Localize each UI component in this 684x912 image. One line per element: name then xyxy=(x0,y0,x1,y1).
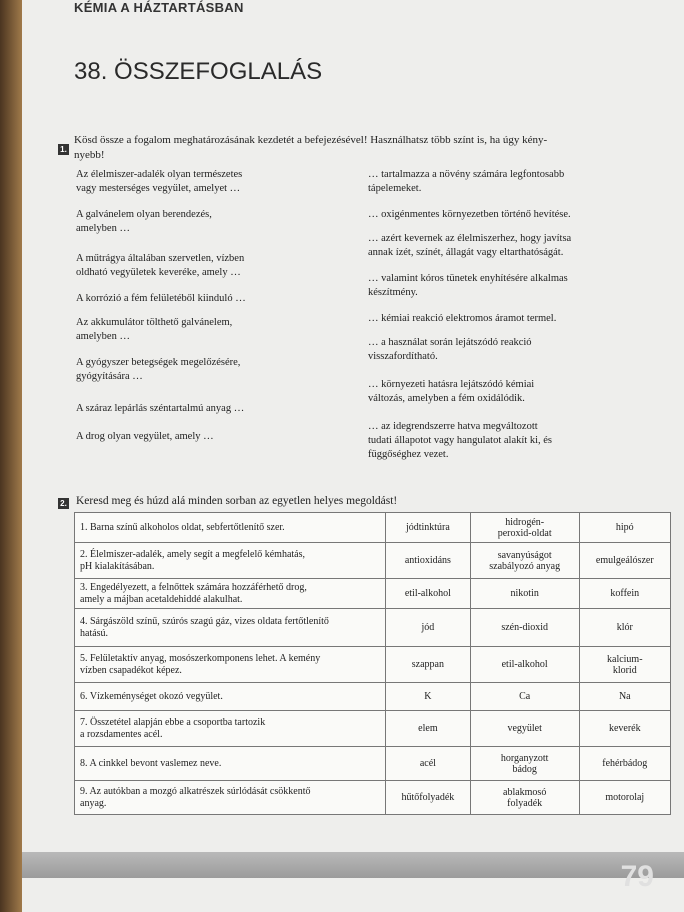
table-row xyxy=(75,513,671,543)
definition-start-line: amelyben … xyxy=(76,223,130,234)
answer-option[interactable] xyxy=(470,747,579,781)
answer-option[interactable] xyxy=(470,513,579,543)
answer-option[interactable] xyxy=(470,781,579,815)
definition-start-line: A drog olyan vegyület, amely … xyxy=(76,431,214,442)
page-title: 38. ÖSSZEFOGLALÁS xyxy=(74,58,323,85)
cell-line: 6. Vízkeménységet okozó vegyület. xyxy=(80,690,223,702)
cell-line: Ca xyxy=(519,691,531,702)
cell-line: 4. Sárgászöld színű, szúrós szagú gáz, vizes oldata fertőtlenítő xyxy=(80,615,329,627)
definition-start-4 xyxy=(76,292,346,306)
cell-line: jódtinktúra xyxy=(405,522,450,533)
definition-start-line: gyógyítására … xyxy=(76,371,143,382)
answer-option[interactable] xyxy=(470,711,579,747)
cell-line: 8. A cinkkel bevont vaslemez neve. xyxy=(80,757,222,769)
book-page xyxy=(22,0,684,912)
definition-start-8 xyxy=(76,430,346,444)
definition-end-line: készítmény. xyxy=(368,287,418,298)
answer-option[interactable] xyxy=(470,683,579,711)
question-cell xyxy=(75,513,386,543)
cell-line: 7. Összetétel alapján ebbe a csoportba tartozik xyxy=(80,716,266,728)
cell-line: hidrogén- xyxy=(505,516,545,528)
definition-start-line: amelyben … xyxy=(76,331,130,342)
cell-line: K xyxy=(424,691,432,702)
definition-start-line: Az akkumulátor tölthető galvánelem, xyxy=(76,317,233,328)
answer-option[interactable] xyxy=(386,711,471,747)
answer-option[interactable] xyxy=(579,579,670,609)
cell-line: keverék xyxy=(608,723,641,734)
definition-end-6 xyxy=(368,336,638,364)
definition-end-2 xyxy=(368,208,638,222)
question-cell xyxy=(75,609,386,647)
cell-line: hatású. xyxy=(80,627,109,639)
definition-start-line: oldható vegyületek keveréke, amely … xyxy=(76,267,241,278)
table-row xyxy=(75,747,671,781)
cell-line: vízben csapadékot képez. xyxy=(80,664,182,676)
definition-end-line: … azért kevernek az élelmiszerhez, hogy javítsa xyxy=(368,233,572,244)
definition-end-4 xyxy=(368,272,638,300)
cell-line: acél xyxy=(419,758,436,769)
definition-end-line: … tartalmazza a növény számára legfontosabb xyxy=(368,169,565,180)
definition-end-line: … környezeti hatásra lejátszódó kémiai xyxy=(368,379,535,390)
cell-line: koffein xyxy=(610,588,640,599)
cell-line: fehérbádog xyxy=(602,758,648,769)
cell-line: anyag. xyxy=(80,797,107,809)
cell-line: szén-dioxid xyxy=(501,622,548,633)
definition-start-line: A galvánelem olyan berendezés, xyxy=(76,209,212,220)
footer-band xyxy=(22,852,684,878)
cell-line: savanyúságot xyxy=(497,549,552,561)
cell-line: bádog xyxy=(512,763,537,775)
definition-end-3 xyxy=(368,232,638,260)
answer-option[interactable] xyxy=(386,747,471,781)
definition-end-line: … oxigénmentes környezetben történő hevítése. xyxy=(368,209,571,220)
definition-end-line: … kémiai reakció elektromos áramot termel. xyxy=(368,313,557,324)
definition-end-line: … az idegrendszerre hatva megváltozott xyxy=(368,421,538,432)
definition-end-line: visszafordítható. xyxy=(368,351,438,362)
cell-line: 3. Engedélyezett, a felnőttek számára hozzáférhető drog, xyxy=(80,581,307,593)
definition-end-5 xyxy=(368,312,638,326)
cell-line: elem xyxy=(418,723,438,734)
table-row xyxy=(75,543,671,579)
definition-start-line: A száraz lepárlás széntartalmú anyag … xyxy=(76,403,245,414)
definition-end-line: annak ízét, színét, állagát vagy eltarthatóságát. xyxy=(368,247,564,258)
answer-option[interactable] xyxy=(386,781,471,815)
table-row xyxy=(75,647,671,683)
definition-end-line: változás, amelyben a fém oxidálódik. xyxy=(368,393,525,404)
definition-end-line: tápelemeket. xyxy=(368,183,422,194)
answer-option[interactable] xyxy=(579,711,670,747)
question-cell xyxy=(75,579,386,609)
definition-start-line: Az élelmiszer-adalék olyan természetes xyxy=(76,169,243,180)
answer-option[interactable] xyxy=(470,609,579,647)
definition-end-line: … valamint kóros tünetek enyhítésére alkalmas xyxy=(368,273,568,284)
answer-option[interactable] xyxy=(386,647,471,683)
answer-option[interactable] xyxy=(386,543,471,579)
definition-end-1 xyxy=(368,168,638,196)
cell-line: etil-alkohol xyxy=(404,588,451,599)
cell-line: 9. Az autókban a mozgó alkatrészek súrlódását csökkentő xyxy=(80,785,311,797)
task2-instruction: Keresd meg és húzd alá minden sorban az egyetlen helyes megoldást! xyxy=(76,495,398,507)
definition-end-line: függőséghez vezet. xyxy=(368,449,449,460)
cell-line: szabályozó anyag xyxy=(489,560,561,572)
cell-line: 2. Élelmiszer-adalék, amely segít a megfelelő kémhatás, xyxy=(80,548,305,560)
cell-line: motorolaj xyxy=(605,792,645,803)
definition-start-line: A gyógyszer betegségek megelőzésére, xyxy=(76,357,241,368)
definition-end-line: tudati állapotot vagy hangulatot alakít ki, és xyxy=(368,435,552,446)
table-row xyxy=(75,781,671,815)
definition-end-line: … a használat során lejátszódó reakció xyxy=(368,337,532,348)
cell-line: amely a májban acetaldehiddé alakulhat. xyxy=(80,593,243,605)
page-number: 79 xyxy=(620,860,654,893)
answer-option[interactable] xyxy=(470,579,579,609)
cell-line: kalcium- xyxy=(607,653,643,665)
answer-option[interactable] xyxy=(386,579,471,609)
definition-start-1 xyxy=(76,168,346,196)
cell-line: pH kialakításában. xyxy=(80,560,155,572)
question-cell xyxy=(75,747,386,781)
question-cell xyxy=(75,683,386,711)
definition-start-5 xyxy=(76,316,346,344)
question-cell xyxy=(75,543,386,579)
task1-number: 1. xyxy=(58,144,69,155)
answer-option[interactable] xyxy=(386,609,471,647)
cell-line: Na xyxy=(618,691,631,702)
definition-end-7 xyxy=(368,378,638,406)
cell-line: hipó xyxy=(615,522,634,533)
question-cell xyxy=(75,711,386,747)
cell-line: 5. Felületaktív anyag, mosószerkomponens lehet. A kemény xyxy=(80,652,321,664)
task2-number: 2. xyxy=(58,498,69,509)
answer-option[interactable] xyxy=(579,609,670,647)
answer-option[interactable] xyxy=(579,747,670,781)
book-spine-shadow xyxy=(0,0,22,912)
answer-option[interactable] xyxy=(470,543,579,579)
cell-line: hűtőfolyadék xyxy=(401,792,455,803)
cell-line: szappan xyxy=(411,659,444,670)
answer-option[interactable] xyxy=(579,683,670,711)
answer-option[interactable] xyxy=(579,543,670,579)
answer-option[interactable] xyxy=(579,647,670,683)
definition-start-7 xyxy=(76,402,346,416)
cell-line: emulgeálószer xyxy=(595,555,654,566)
task2-table xyxy=(74,512,671,815)
task1-instruction: Kösd össze a fogalom meghatározásának kezdetét a befejezésével! Használhatsz több színt is, ha úgy kény- nyebb! xyxy=(74,134,548,161)
definition-start-6 xyxy=(76,356,346,384)
cell-line: ablakmosó xyxy=(503,786,547,798)
cell-line: peroxid-oldat xyxy=(497,527,552,539)
answer-option[interactable] xyxy=(579,513,670,543)
cell-line: jód xyxy=(421,622,435,633)
question-cell xyxy=(75,781,386,815)
table-row xyxy=(75,683,671,711)
definition-start-3 xyxy=(76,252,346,280)
definition-start-line: A műtrágya általában szervetlen, vízben xyxy=(76,253,245,264)
cell-line: folyadék xyxy=(507,797,543,809)
cell-line: horganyzott xyxy=(500,752,549,764)
table-row xyxy=(75,579,671,609)
definition-start-2 xyxy=(76,208,346,236)
definition-start-line: A korrózió a fém felületéből kiinduló … xyxy=(76,293,246,304)
cell-line: etil-alkohol xyxy=(501,659,548,670)
answer-option[interactable] xyxy=(386,513,471,543)
question-cell xyxy=(75,647,386,683)
cell-line: 1. Barna színű alkoholos oldat, sebfertőtlenítő szer. xyxy=(80,521,285,533)
answer-option[interactable] xyxy=(386,683,471,711)
answer-option[interactable] xyxy=(470,647,579,683)
definition-end-8 xyxy=(368,420,638,462)
cell-line: klorid xyxy=(612,664,637,676)
cell-line: klór xyxy=(616,622,633,633)
cell-line: vegyület xyxy=(507,723,542,734)
table-row xyxy=(75,711,671,747)
cell-line: antioxidáns xyxy=(404,555,451,566)
answer-option[interactable] xyxy=(579,781,670,815)
cell-line: a rozsdamentes acél. xyxy=(80,728,163,740)
definition-start-line: vagy mesterséges vegyület, amelyet … xyxy=(76,183,241,194)
chapter-header: KÉMIA A HÁZTARTÁSBAN xyxy=(74,0,244,15)
table-row xyxy=(75,609,671,647)
cell-line: nikotin xyxy=(510,588,539,599)
